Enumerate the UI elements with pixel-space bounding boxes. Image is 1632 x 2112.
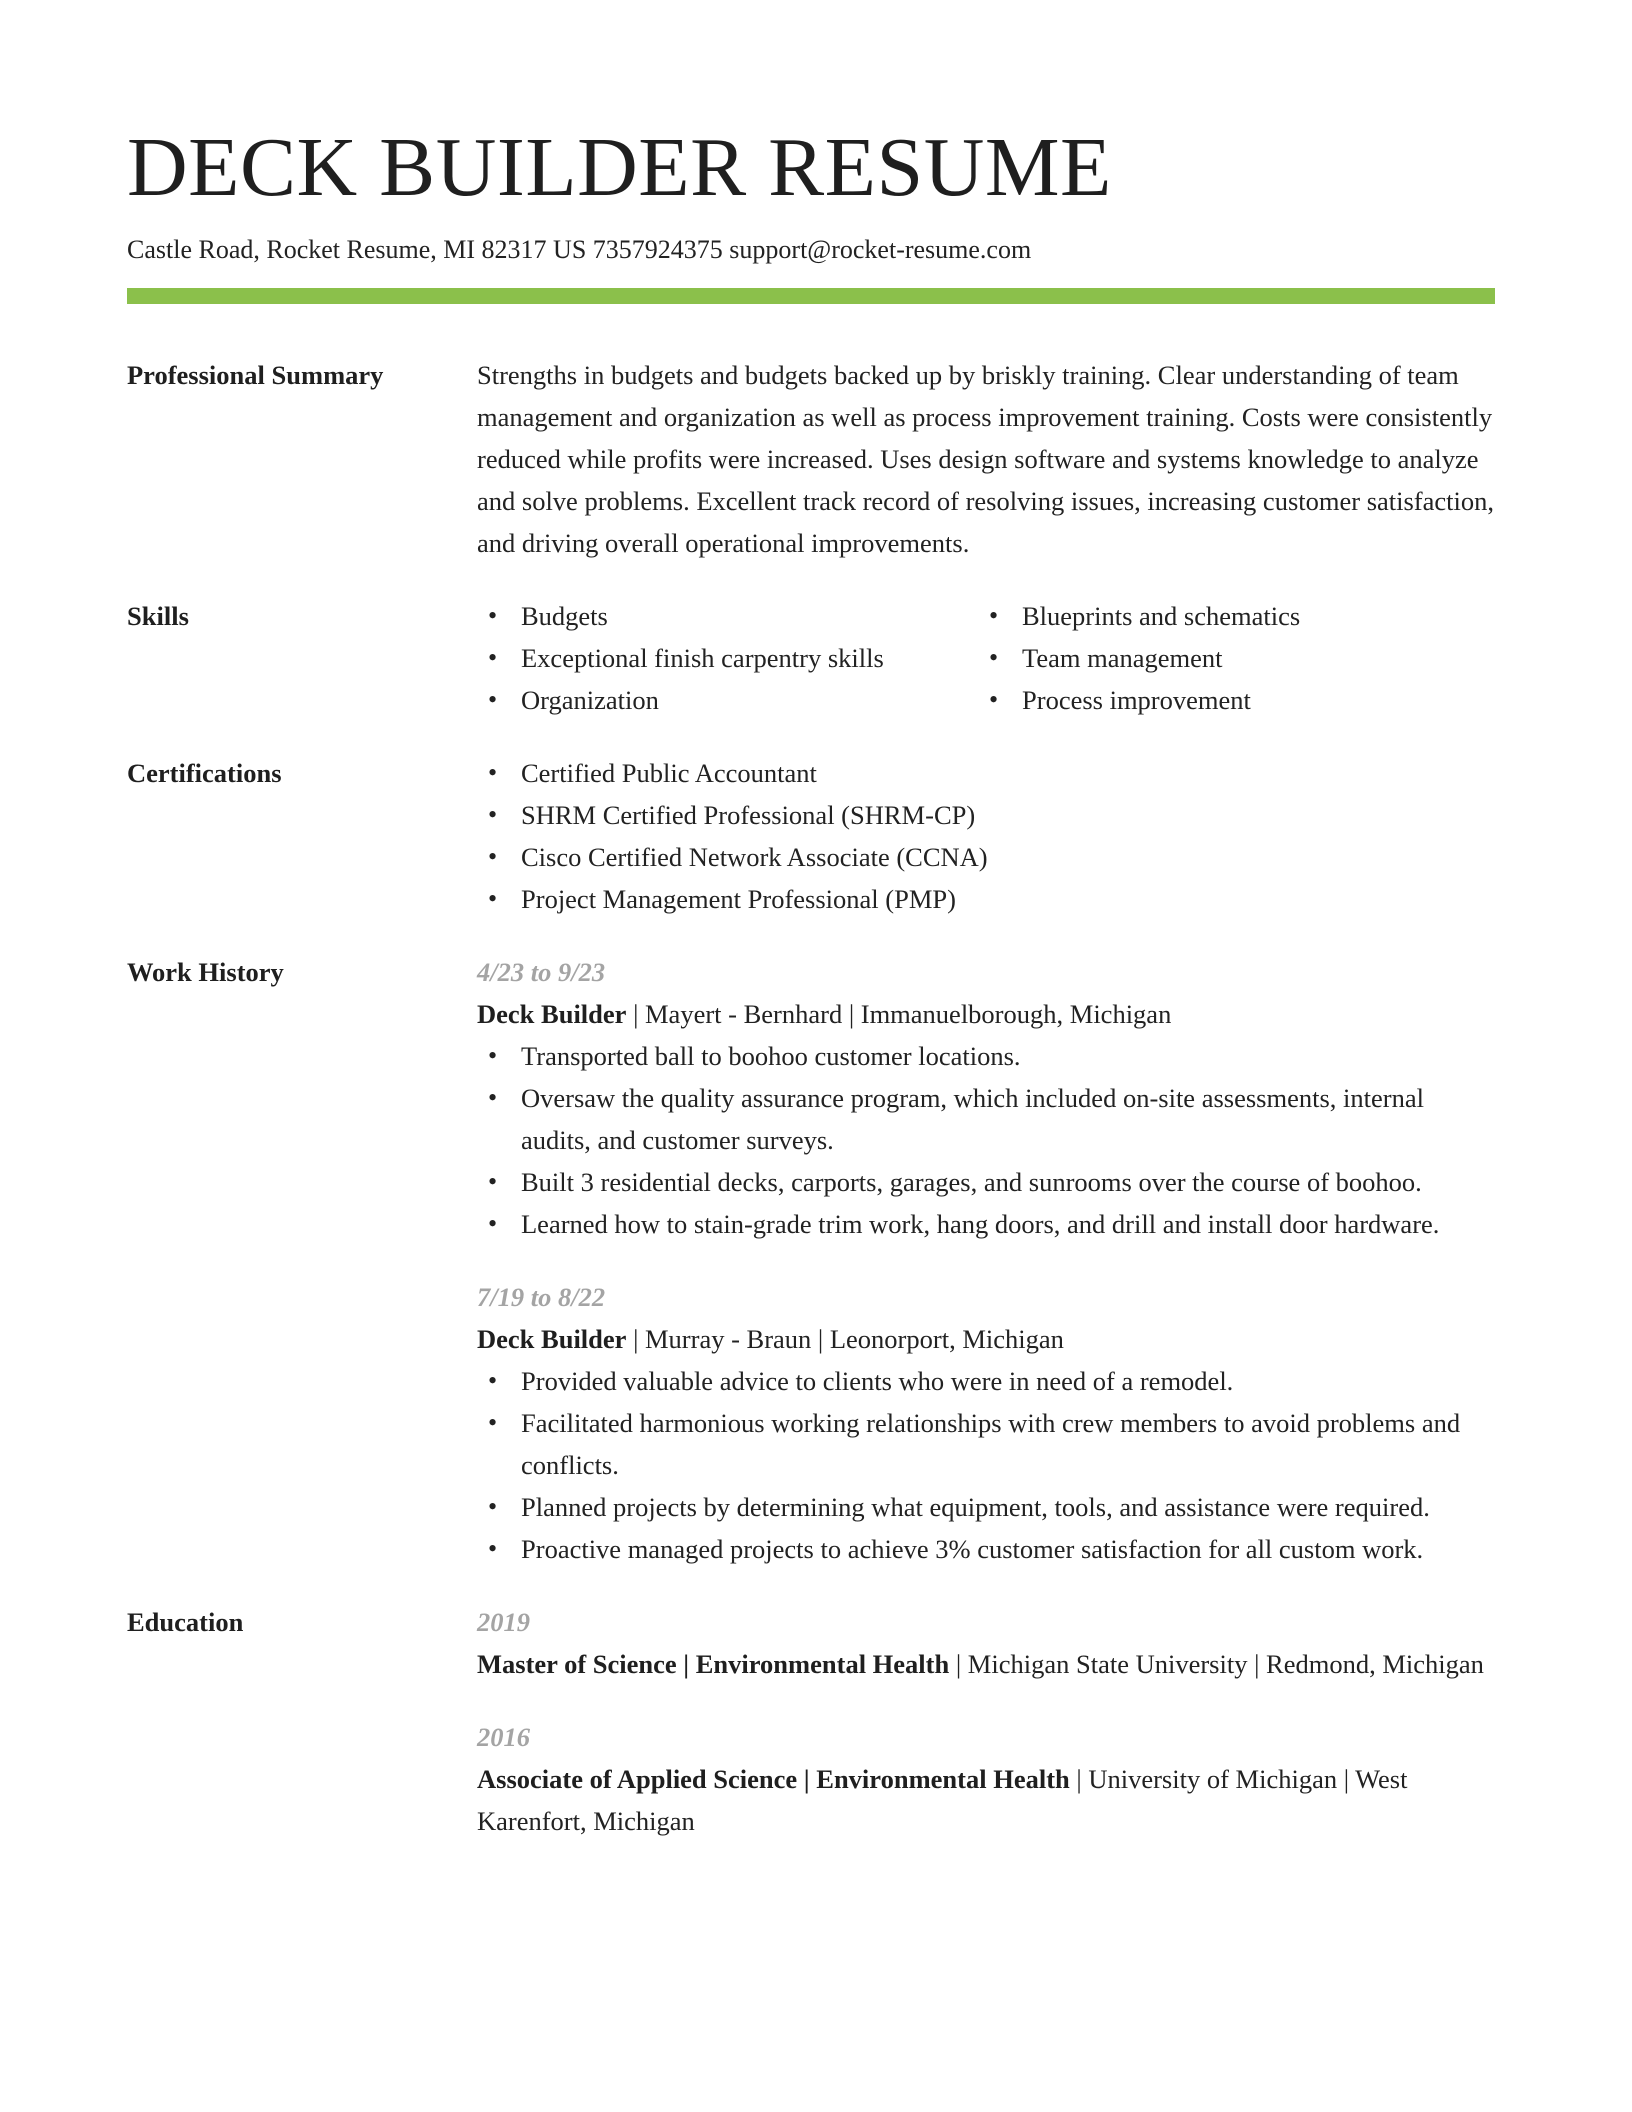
work-history-section bbox=[127, 951, 1495, 1570]
resume-page bbox=[127, 118, 1495, 1842]
job-bullet: • Facilitated harmonious working relationships with crew members to avoid problems and conflicts. bbox=[477, 1402, 1495, 1486]
job-line bbox=[477, 993, 1495, 1035]
certifications-list bbox=[477, 752, 1495, 920]
education-section bbox=[127, 1601, 1495, 1842]
education-details: | Michigan State University | Redmond, Michigan bbox=[949, 1649, 1484, 1679]
education-details: | University of Michigan | West Karenfort, Michigan bbox=[477, 1764, 1408, 1836]
summary-text: Strengths in budgets and budgets backed up by briskly training. Clear understanding of team management and organization as well as process improvement training. Costs were consistently reduced while profits were increased. Uses design software and systems knowledge to analyze and solve problems. Excellent track record of resolving issues, increasing customer satisfaction, and driving overall operational improvements. bbox=[477, 360, 1495, 558]
certifications-section bbox=[127, 752, 1495, 920]
education-entry bbox=[477, 1716, 1495, 1842]
skill-item: • Budgets bbox=[477, 595, 978, 637]
summary-section bbox=[127, 354, 1495, 564]
education-line bbox=[477, 1758, 1495, 1842]
job-title: Deck Builder bbox=[477, 1324, 627, 1354]
skills-column-2 bbox=[978, 595, 1479, 721]
skills-grid bbox=[477, 595, 1495, 721]
resume-title: DECK BUILDER RESUME bbox=[127, 121, 1112, 214]
skills-heading: Skills bbox=[127, 601, 189, 631]
certification-item: • Cisco Certified Network Associate (CCNA) bbox=[477, 836, 1495, 878]
job-bullets bbox=[477, 1035, 1495, 1245]
job-bullet: • Planned projects by determining what equipment, tools, and assistance were required. bbox=[477, 1486, 1495, 1528]
skill-item: • Team management bbox=[978, 637, 1479, 679]
education-line bbox=[477, 1643, 1495, 1685]
education-heading: Education bbox=[127, 1607, 244, 1637]
job-bullet: • Oversaw the quality assurance program, which included on-site assessments, internal audits, and customer surveys. bbox=[477, 1077, 1495, 1161]
job-entry bbox=[477, 951, 1495, 1245]
accent-divider bbox=[127, 288, 1495, 304]
job-details: | Murray - Braun | Leonorport, Michigan bbox=[626, 1324, 1064, 1354]
job-entry bbox=[477, 1276, 1495, 1570]
skill-item: • Exceptional finish carpentry skills bbox=[477, 637, 978, 679]
job-title: Deck Builder bbox=[477, 999, 627, 1029]
degree-title: Master of Science | Environmental Health bbox=[477, 1649, 950, 1679]
certifications-heading: Certifications bbox=[127, 758, 282, 788]
summary-heading: Professional Summary bbox=[127, 360, 384, 390]
education-date: 2019 bbox=[477, 1607, 530, 1637]
job-bullet: • Transported ball to boohoo customer locations. bbox=[477, 1035, 1495, 1077]
job-bullet: • Learned how to stain-grade trim work, hang doors, and drill and install door hardware. bbox=[477, 1203, 1495, 1245]
job-details: | Mayert - Bernhard | Immanuelborough, Michigan bbox=[626, 999, 1172, 1029]
work-history-heading: Work History bbox=[127, 957, 284, 987]
skills-section bbox=[127, 595, 1495, 721]
job-bullets bbox=[477, 1360, 1495, 1570]
skills-column-1 bbox=[477, 595, 978, 721]
skill-item: • Process improvement bbox=[978, 679, 1479, 721]
certification-item: • Certified Public Accountant bbox=[477, 752, 1495, 794]
education-entry bbox=[477, 1601, 1495, 1685]
job-bullet: • Proactive managed projects to achieve 3% customer satisfaction for all custom work. bbox=[477, 1528, 1495, 1570]
skill-item: • Organization bbox=[477, 679, 978, 721]
certification-item: • Project Management Professional (PMP) bbox=[477, 878, 1495, 920]
job-bullet: • Built 3 residential decks, carports, garages, and sunrooms over the course of boohoo. bbox=[477, 1161, 1495, 1203]
job-line bbox=[477, 1318, 1495, 1360]
job-date: 4/23 to 9/23 bbox=[477, 957, 606, 987]
certification-item: • SHRM Certified Professional (SHRM-CP) bbox=[477, 794, 1495, 836]
skill-item: • Blueprints and schematics bbox=[978, 595, 1479, 637]
education-date: 2016 bbox=[477, 1722, 530, 1752]
job-date: 7/19 to 8/22 bbox=[477, 1282, 606, 1312]
degree-title: Associate of Applied Science | Environmental Health bbox=[477, 1764, 1070, 1794]
job-bullet: • Provided valuable advice to clients who were in need of a remodel. bbox=[477, 1360, 1495, 1402]
contact-line: Castle Road, Rocket Resume, MI 82317 US 7357924375 support@rocket-resume.com bbox=[127, 235, 1032, 264]
